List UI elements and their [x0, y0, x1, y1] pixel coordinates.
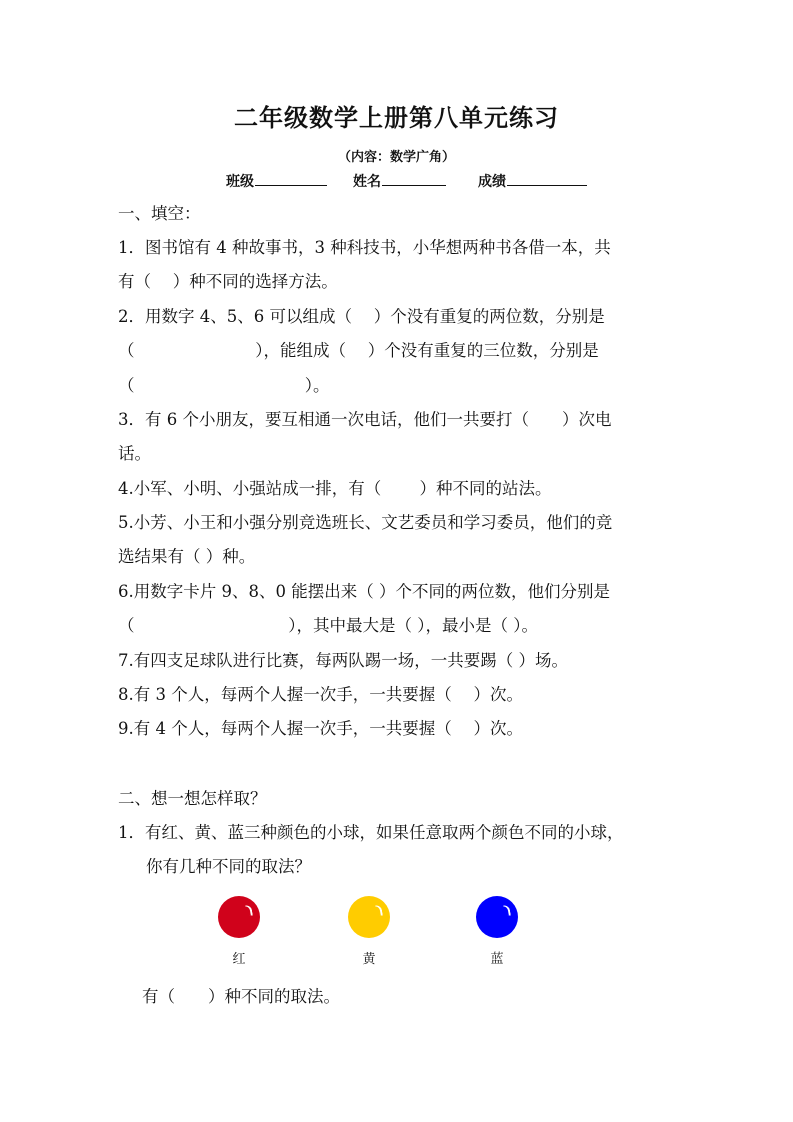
question-line: 9.有 4 个人，每两个人握一次手，一共要握（ ）次。	[118, 719, 523, 738]
answer-line: 有（ ）种不同的取法。	[142, 987, 340, 1006]
question-line: （ ），能组成（ ）个没有重复的三位数，分别是	[118, 341, 599, 360]
page-title: 二年级数学上册第八单元练习	[234, 104, 559, 132]
question-line: 2．用数字 4、5、6 可以组成（ ）个没有重复的两位数，分别是	[118, 307, 605, 326]
question-line: 话。	[118, 444, 151, 463]
question-line: 你有几种不同的取法？	[146, 857, 311, 876]
yellow-ball-icon	[348, 896, 394, 942]
score-field[interactable]	[478, 171, 587, 191]
section-1-heading: 一、填空：	[118, 204, 201, 223]
question-line: 3．有 6 个小朋友，要互相通一次电话，他们一共要打（ ）次电	[118, 410, 612, 429]
question-line: 4.小军、小明、小强站成一排，有（ ）种不同的站法。	[118, 479, 552, 498]
red-ball-label: 红	[232, 952, 246, 967]
name-label: 姓名	[353, 174, 381, 190]
question-line: 5.小芳、小王和小强分别竞选班长、文艺委员和学习委员，他们的竞	[118, 513, 613, 532]
student-info-row	[226, 171, 587, 191]
blue-ball-label: 蓝	[490, 952, 504, 967]
name-field[interactable]	[353, 171, 446, 191]
class-blank[interactable]	[255, 171, 327, 186]
score-label: 成绩	[478, 174, 506, 190]
name-blank[interactable]	[382, 171, 446, 186]
blue-ball-icon	[476, 896, 522, 942]
section-2-heading: 二、想一想怎样取？	[118, 789, 267, 808]
question-line: 1．图书馆有 4 种故事书，3 种科技书，小华想两种书各借一本，共	[118, 238, 611, 257]
red-ball-icon	[218, 896, 264, 942]
page-subtitle: （内容：数学广角）	[337, 150, 455, 165]
question-line: （ ），其中最大是（ ），最小是（ ）。	[118, 616, 538, 635]
yellow-ball-label: 黄	[362, 952, 376, 967]
question-line: 6.用数字卡片 9、8、0 能摆出来（ ）个不同的两位数，他们分别是	[118, 582, 610, 601]
class-label: 班级	[226, 174, 254, 190]
question-line: 选结果有（ ）种。	[118, 547, 256, 566]
question-line: 1．有红、黄、蓝三种颜色的小球，如果任意取两个颜色不同的小球，	[118, 823, 624, 842]
question-line: （ ）。	[118, 376, 330, 395]
class-field[interactable]	[226, 171, 327, 191]
question-line: 8.有 3 个人，每两个人握一次手，一共要握（ ）次。	[118, 685, 523, 704]
score-blank[interactable]	[507, 171, 587, 186]
question-line: 7.有四支足球队进行比赛，每两队踢一场，一共要踢（ ）场。	[118, 651, 568, 670]
question-line: 有（ ）种不同的选择方法。	[118, 272, 338, 291]
